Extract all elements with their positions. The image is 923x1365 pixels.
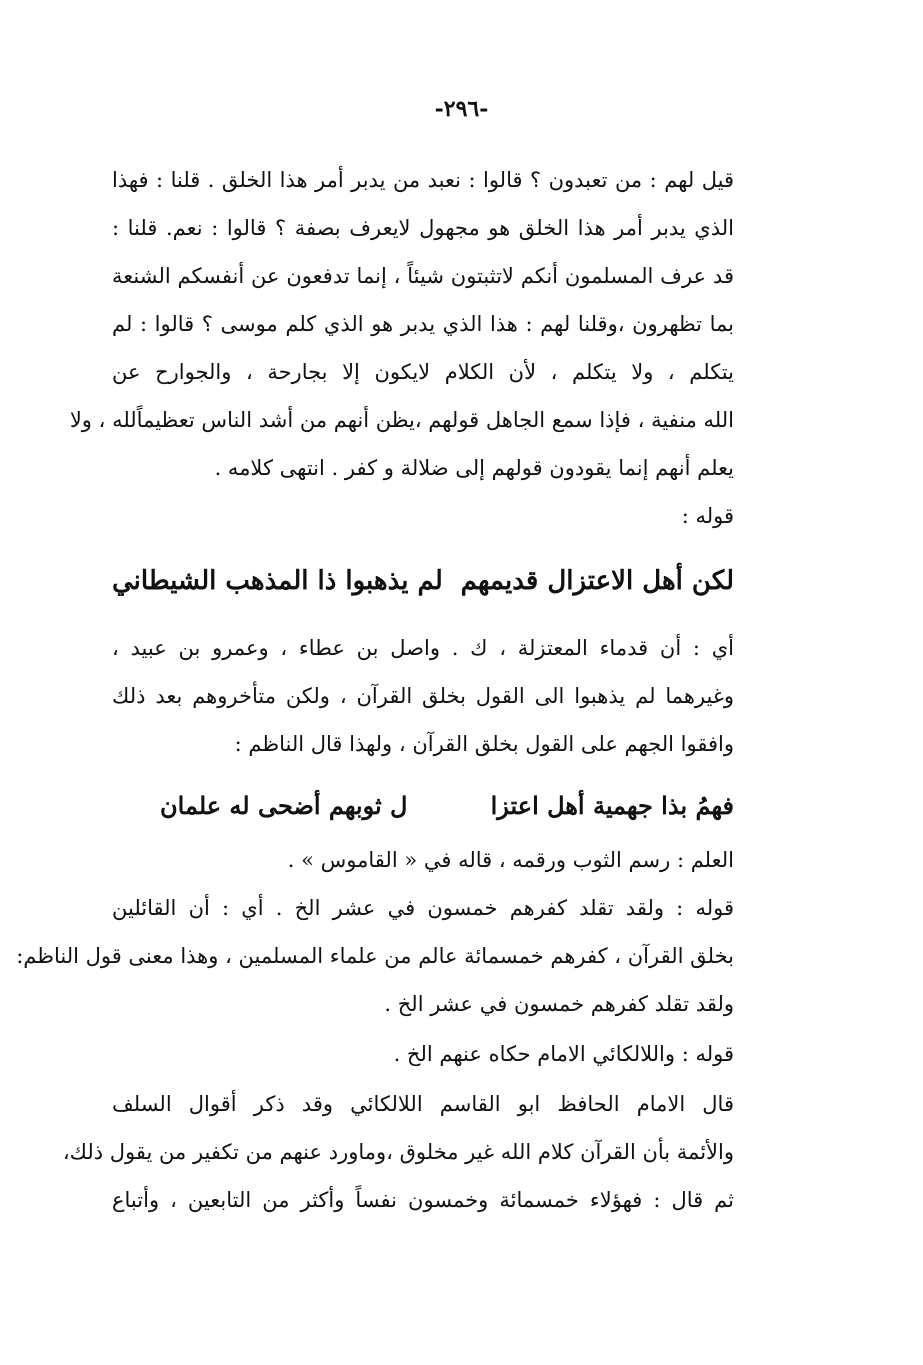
qawluhu-label: قوله : xyxy=(681,504,734,528)
paragraph-5 xyxy=(62,1080,734,1224)
text-line: يتكلم ، ولا يتكلم ، لأن الكلام لايكون إلا بجارحة ، والجوارح عن xyxy=(112,360,734,384)
text-line: العلم : رسم الثوب ورقمه ، قاله في « القاموس » . xyxy=(287,848,734,872)
text-line: يعلم أنهم إنما يقودون قولهم إلى ضلالة و كفر . انتهى كلامه . xyxy=(214,456,734,480)
definition-paragraph xyxy=(112,836,734,884)
text-line: قال الامام الحافظ ابو القاسم اللالكائي وقد ذكر أقوال السلف xyxy=(112,1092,734,1116)
text-line: قوله : واللالكائي الامام حكاه عنهم الخ . xyxy=(393,1042,734,1066)
text-line: قيل لهم : من تعبدون ؟ قالوا : نعبد من يدبر أمر هذا الخلق . قلنا : فهذا xyxy=(112,168,734,192)
text-line: ثم قال : فهؤلاء خمسمائة وخمسون نفساً وأكثر من التابعين ، وأتباع xyxy=(112,1188,734,1212)
verse-second-hemistich: لم يذهبوا ذا المذهب الشيطاني xyxy=(112,566,443,596)
text-line: قوله : ولقد تقلد كفرهم خمسون في عشر الخ . أي : أن القائلين xyxy=(112,896,734,920)
text-line: بخلق القرآن ، كفرهم خمسمائة عالم من علماء المسلمين ، وهذا معنى قول الناظم: xyxy=(16,944,734,968)
paragraph-1 xyxy=(69,156,734,540)
verse-first-hemistich: لكن أهل الاعتزال قديمهم xyxy=(460,566,734,596)
text-line: ولقد تقلد كفرهم خمسون في عشر الخ . xyxy=(384,992,734,1016)
text-line: والأئمة بأن القرآن كلام الله غير مخلوق ،وماورد عنهم من تكفير من يقول ذلك، xyxy=(62,1140,734,1164)
text-line: وافقوا الجهم على القول بخلق القرآن ، ولهذا قال الناظم : xyxy=(234,732,734,756)
page-number: -٢٩٦- xyxy=(434,96,489,122)
text-line: الذي يدبر أمر هذا الخلق هو مجهول لايعرف بصفة ؟ قالوا : نعم. قلنا : xyxy=(112,216,734,240)
verse-2 xyxy=(160,780,734,830)
text-line: بما تظهرون ،وقلنا لهم : هذا الذي يدبر هو الذي كلم موسى ؟ قالوا : لم xyxy=(112,312,734,336)
paragraph-4 xyxy=(112,1030,734,1078)
verse-1 xyxy=(112,556,734,606)
text-line: قد عرف المسلمون أنكم لاتثبتون شيئاً ، إنما تدفعون عن أنفسكم الشنعة xyxy=(112,264,734,288)
text-line: الله منفية ، فإذا سمع الجاهل قولهم ،يظن أنهم من أشد الناس تعظيماًلله ، ولا xyxy=(69,408,734,432)
paragraph-3 xyxy=(16,884,734,1028)
text-line: وغيرهما لم يذهبوا الى القول بخلق القرآن ، ولكن متأخروهم بعد ذلك xyxy=(112,684,734,708)
verse-second-hemistich: ل ثوبهم أضحى له علمان xyxy=(160,790,408,820)
text-line: أي : أن قدماء المعتزلة ، ك . واصل بن عطاء ، وعمرو بن عبيد ، xyxy=(112,636,734,660)
paragraph-2 xyxy=(112,624,734,768)
verse-first-hemistich: فهمُ بذا جهمية أهل اعتزا xyxy=(490,790,734,820)
